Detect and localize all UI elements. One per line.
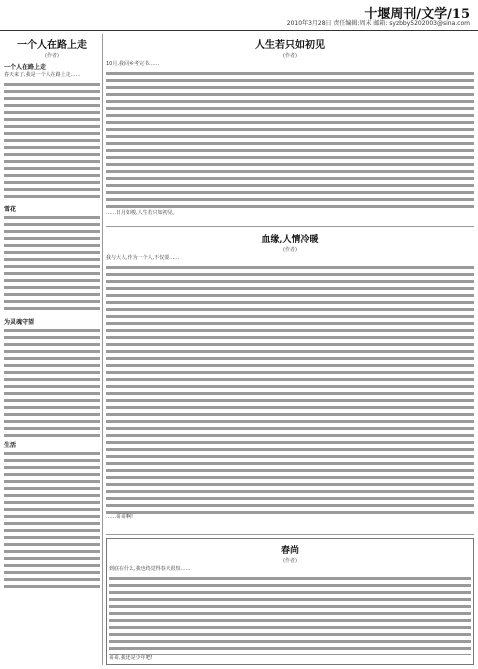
left-article — [4, 34, 100, 665]
unreadable-text-lines — [4, 327, 100, 437]
left-subhead: 生活 — [4, 442, 17, 449]
top-fragment: ……日月如梭,人生若只如初见。 — [106, 210, 178, 216]
left-headline: 一个人在路上走 — [17, 40, 87, 51]
bottom-byline: (作者) — [283, 558, 297, 564]
unreadable-text-lines — [109, 575, 471, 655]
article-bottom — [106, 538, 474, 665]
bottom-fragment: 到底在什么,我也终觉得春天很短…… — [109, 566, 191, 572]
bottom-fragment: 哥哥,我还是少年吧! — [109, 655, 153, 661]
page-title: 十堰周刊/文学/15 — [364, 7, 470, 22]
middle-byline: (作者) — [283, 247, 297, 253]
unreadable-text-lines — [4, 450, 100, 590]
column-divider — [102, 34, 103, 665]
article-middle — [106, 230, 474, 530]
section-divider — [106, 226, 474, 227]
top-byline: (作者) — [283, 53, 297, 59]
middle-fragment: 我与大人,作为一个人,不仅要…… — [106, 255, 180, 261]
left-subhead: 为灵魂守望 — [4, 319, 35, 326]
top-headline: 人生若只如初见 — [255, 40, 325, 51]
section-divider — [106, 534, 474, 535]
issue-info: 2010年3月28日 责任编辑:周末 邮箱: syzbby5202003@sina.com — [286, 20, 470, 27]
middle-headline: 血缘,人情冷暖 — [261, 235, 319, 245]
top-fragment: 10月,我回乡考完书…… — [106, 61, 159, 67]
middle-fragment: ……哥哥啊! — [106, 514, 134, 520]
left-subhead: 雪花 — [4, 206, 17, 213]
left-byline: (作者) — [45, 53, 59, 59]
unreadable-text-lines — [4, 81, 100, 201]
unreadable-text-lines — [4, 214, 100, 314]
unreadable-text-lines — [106, 264, 474, 514]
left-fragment: 春天来了,我是一个人在路上走…… — [4, 72, 81, 78]
article-top — [106, 34, 474, 222]
unreadable-text-lines — [106, 70, 474, 210]
left-subhead: 一个人在路上走 — [4, 64, 47, 71]
masthead — [0, 0, 478, 31]
bottom-headline: 春尚 — [280, 546, 299, 556]
